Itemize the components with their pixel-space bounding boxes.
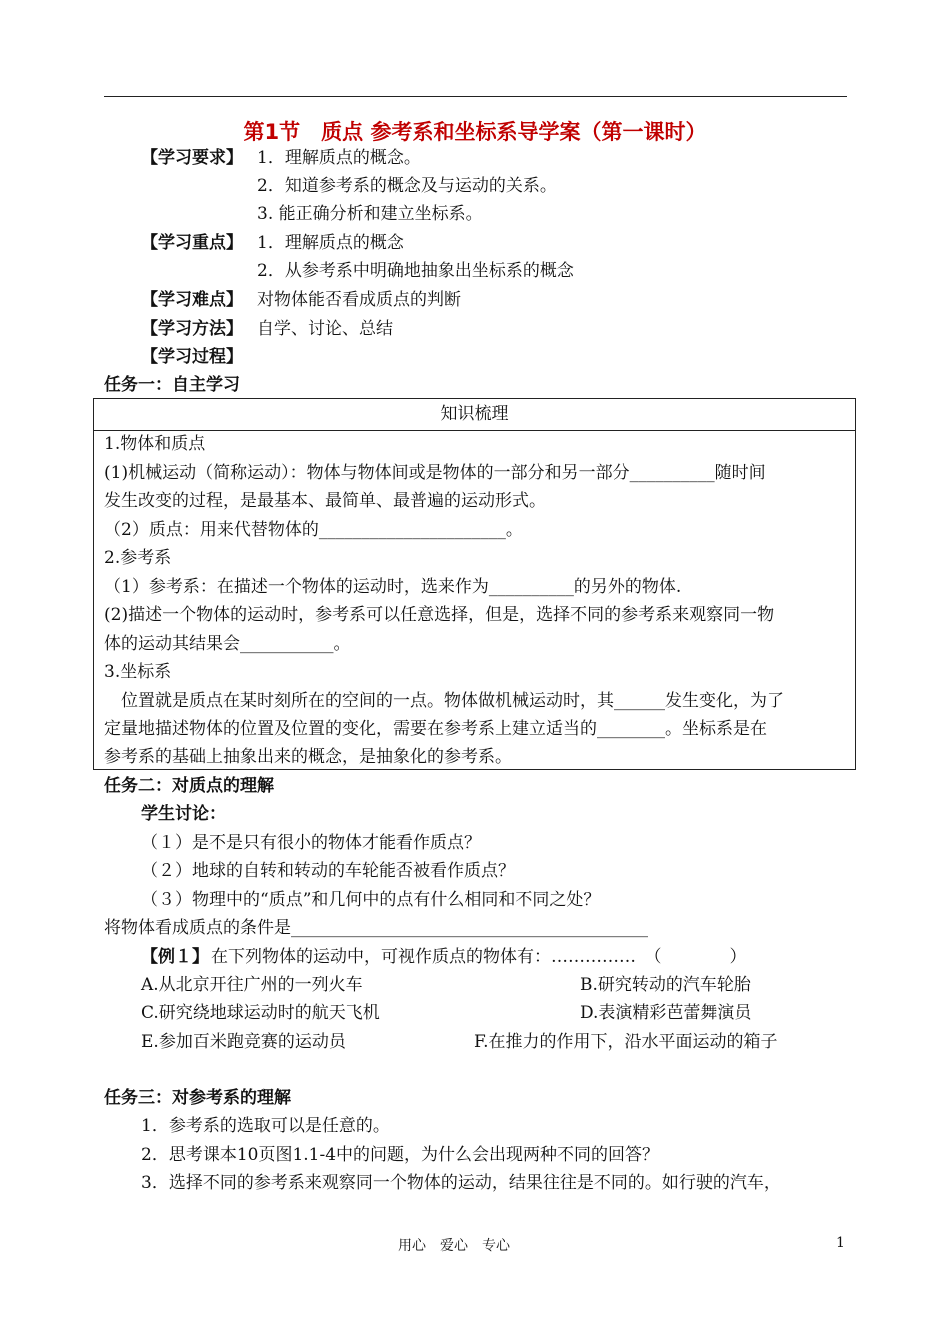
requirements-label: 【学习要求】 [141,148,243,168]
difficulty-text: 对物体能否看成质点的判断 [257,290,461,310]
knowledge-line: 2.参考系 [104,548,172,568]
method-text: 自学、讨论、总结 [257,319,393,339]
knowledge-line: （1）参考系：在描述一个物体的运动时，选来作为__________的另外的物体. [104,577,682,597]
option-a: A.从北京开往广州的一列火车 [141,975,363,995]
knowledge-line: 发生改变的过程，是最基本、最简单、最普遍的运动形式。 [104,491,546,511]
option-f: F.在推力的作用下，沿水平面运动的箱子 [474,1032,778,1052]
discussion-label: 学生讨论： [141,804,226,824]
discussion-question: （１）是不是只有很小的物体才能看作质点？ [141,833,481,853]
header-rule [104,96,847,97]
option-d: D.表演精彩芭蕾舞演员 [580,1003,752,1023]
task1-heading: 任务一：自主学习 [104,375,240,395]
option-b: B.研究转动的汽车轮胎 [580,975,751,995]
requirement-item-3: 3. 能正确分析和建立坐标系。 [257,204,483,224]
example-label: 【例１】 [141,947,209,967]
knowledge-line: (1)机械运动（简称运动）：物体与物体间或是物体的一部分和另一部分__________随时间 [104,463,766,483]
discussion-question: （３）物理中的“质点”和几何中的点有什么相同和不同之处？ [141,890,601,910]
method-label: 【学习方法】 [141,319,243,339]
knowledge-table-header: 知识梳理 [94,399,855,431]
condition-line: 将物体看成质点的条件是__________________________________________ [104,918,648,938]
task3-line: 1．参考系的选取可以是任意的。 [141,1116,390,1136]
requirement-item-2: 2．知道参考系的概念及与运动的关系。 [257,176,557,196]
knowledge-line: 3.坐标系 [104,662,172,682]
knowledge-line: （2）质点：用来代替物体的______________________。 [104,520,523,540]
example-text: 在下列物体的运动中，可视作质点的物体有：…………… （ ） [211,947,747,967]
key-points-label: 【学习重点】 [141,233,243,253]
task2-heading: 任务二：对质点的理解 [104,776,274,796]
discussion-question: （２）地球的自转和转动的车轮能否被看作质点？ [141,861,515,881]
difficulty-label: 【学习难点】 [141,290,243,310]
option-c: C.研究绕地球运动时的航天飞机 [141,1003,380,1023]
knowledge-line: (2)描述一个物体的运动时，参考系可以任意选择，但是，选择不同的参考系来观察同一物 [104,605,775,625]
task3-line: 2．思考课本10页图1.1-4中的问题，为什么会出现两种不同的回答？ [141,1145,660,1165]
knowledge-line: 体的运动其结果会___________。 [104,634,351,654]
requirement-item-1: 1．理解质点的概念。 [257,148,421,168]
option-e: E.参加百米跑竞赛的运动员 [141,1032,346,1052]
key-point-item-1: 1．理解质点的概念 [257,233,404,253]
process-label: 【学习过程】 [141,347,243,367]
knowledge-line: 定量地描述物体的位置及位置的变化，需要在参考系上建立适当的________。坐标系是在 [104,719,767,739]
footer-motto: 用心 爱心 专心 [398,1238,510,1254]
key-point-item-2: 2．从参考系中明确地抽象出坐标系的概念 [257,261,574,281]
knowledge-line: 1.物体和质点 [104,434,206,454]
knowledge-line: 位置就是质点在某时刻所在的空间的一点。物体做机械运动时，其______发生变化，为了 [104,691,784,711]
page-title: 第1节 质点 参考系和坐标系导学案（第一课时） [243,120,707,144]
page-number: 1 [836,1235,845,1251]
knowledge-line: 参考系的基础上抽象出来的概念，是抽象化的参考系。 [104,747,512,767]
task3-heading: 任务三：对参考系的理解 [104,1088,291,1108]
task3-line: 3．选择不同的参考系来观察同一个物体的运动，结果往往是不同的。如行驶的汽车， [141,1173,781,1193]
